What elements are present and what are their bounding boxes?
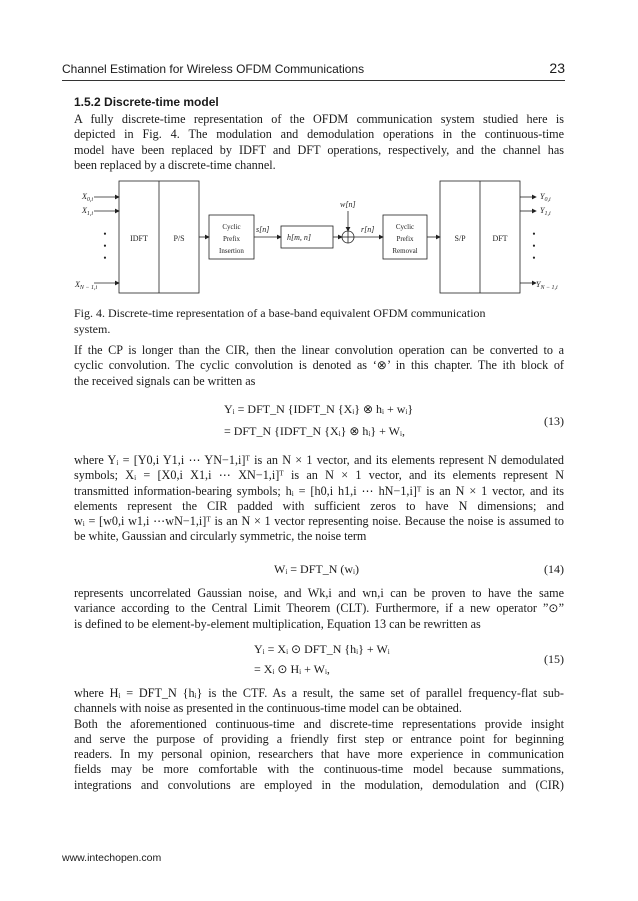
equation-15-line-2: = Xᵢ ⊙ Hᵢ + Wᵢ, [254,662,330,676]
text-line: readers. In my personal opinion, researchers that have more experience in communication [74,747,564,762]
caption-line: Fig. 4. Discrete-time representation of a base-band equivalent OFDM communication [74,306,486,320]
header-rule [62,80,565,81]
sp-label: S/P [454,234,466,243]
output-dot: • [532,229,536,239]
text-line: fields may be more comfortable with the continuous-time model because summations, [74,762,564,777]
output-label-y0: $Y_{0,i}$ [540,192,551,203]
output-dot: • [532,241,536,251]
channel-label: h[m, n] [287,233,312,242]
equation-13 [74,398,564,448]
text-line: cyclic convolution. The cyclic convolution is denoted as ‘⊗’ in this chapter. The ith block of [74,358,564,373]
paragraph-vector-definitions [74,453,564,545]
text-line: where Hᵢ = DFT_N {hᵢ} is the CTF. As a result, the same set of parallel frequency-flat sub- [74,686,564,700]
equation-15-line-1: Yᵢ = Xᵢ ⊙ DFT_N {hᵢ} + Wᵢ [254,642,390,656]
text-line: represents uncorrelated Gaussian noise, and Wk,i and wn,i can be proven to have the same [74,586,564,600]
text-line: elements represent the CIR padded with sufficient zeros to have N dimensions; and [74,498,564,513]
text-line: model have been replaced by IDFT and DFT operations, respectively, and the channel has [74,142,564,157]
text-line: the received signals can be written as [74,373,256,388]
noise-label: w[n] [340,200,356,209]
text-line: where Yᵢ = [Y0,i Y1,i ⋯ YN−1,i]ᵀ is an N × 1 vector, and its elements represent N demodulated [74,453,564,467]
signal-s-label: s[n] [256,225,270,234]
output-label-y1: $Y_{1,i}$ [540,206,551,217]
signal-r-label: r[n] [361,225,375,234]
cp-remove-label-3: Removal [392,247,418,255]
equation-13-line-1: Yᵢ = DFT_N {IDFT_N {Xᵢ} ⊗ hᵢ + wᵢ} [224,402,414,416]
paragraph-noise [74,586,564,632]
equation-15 [74,638,564,682]
text-line: A fully discrete-time representation of the OFDM communication system studied here is [74,112,564,126]
text-line: transmitted information-bearing symbols; hᵢ = [h0,i h1,i ⋯ hN−1,i]ᵀ is an N × 1 vector, and its [74,483,564,498]
figure-block-diagram [74,175,564,305]
running-header-title: Channel Estimation for Wireless OFDM Communications [62,62,365,76]
input-label-xn: $X_{N - 1,i}$ [75,280,98,291]
text-line: wᵢ = [w0,i w1,i ⋯wN−1,i]ᵀ is an N × 1 vector representing noise. Because the noise is assumed to [74,514,564,529]
cp-remove-label-1: Cyclic [395,223,415,231]
equation-14-number: (14) [544,562,564,576]
text-line: is defined to be element-by-element multiplication, Equation 13 can be rewritten as [74,616,481,631]
input-label-x1: $X_{1,i}$ [82,206,94,217]
equation-14-line: Wᵢ = DFT_N (wᵢ) [274,562,360,576]
text-line: channels with noise as presented in the continuous-time model can be obtained. [74,701,462,716]
equation-15-number: (15) [544,652,564,666]
text-line: integrations and convolutions are employed in the modulation, demodulation and (CIR) [74,777,564,792]
input-label-x0: $X_{0,i}$ [82,192,94,203]
equation-13-number: (13) [544,414,564,428]
text-line: symbols; Xᵢ = [X0,i X1,i ⋯ XN−1,i]ᵀ is an N × 1 vector, and its elements represent N [74,468,564,483]
text-line: depicted in Fig. 4. The modulation and demodulation operations in the continuous-time [74,127,564,142]
intro-paragraph [74,112,564,173]
cp-remove-label-2: Prefix [396,235,414,243]
ps-label: P/S [173,234,185,243]
text-line: Both the aforementioned continuous-time and discrete-time representations provide insight [74,716,564,731]
page-number: 23 [549,60,565,76]
paragraph-ctf [74,686,564,793]
text-line: If the CP is longer than the CIR, then the linear convolution operation can be converted to a [74,343,564,357]
input-dot: • [103,229,107,239]
figure-caption [74,306,564,337]
output-dot: • [532,253,536,263]
cp-insert-label-1: Cyclic [222,223,241,231]
cp-insert-label-3: Insertion [219,247,244,255]
section-heading: 1.5.2 Discrete-time model [74,95,219,109]
text-line: variance according to the Central Limit Theorem (CLT). Furthermore, if a new operator ”⊙” [74,601,564,616]
text-line: be white, Gaussian and circularly symmetric, the noise term [74,529,367,544]
dft-label: DFT [492,234,508,243]
paragraph-cyclic-convolution [74,343,564,389]
input-dot: • [103,253,107,263]
equation-13-line-2: = DFT_N {IDFT_N {Xᵢ} ⊗ hᵢ} + Wᵢ, [224,424,405,438]
text-line: been replaced by a discrete-time channel. [74,157,276,172]
cp-insert-label-2: Prefix [222,235,241,243]
output-label-yn: $Y_{N - 1,i}$ [536,280,558,291]
footer-url: www.intechopen.com [62,852,162,864]
input-dot: • [103,241,107,251]
idft-label: IDFT [130,234,148,243]
text-line: and serve the purpose of providing a friendly first step or entrance point for beginning [74,731,564,746]
caption-line: system. [74,321,111,336]
equation-14 [74,560,564,582]
